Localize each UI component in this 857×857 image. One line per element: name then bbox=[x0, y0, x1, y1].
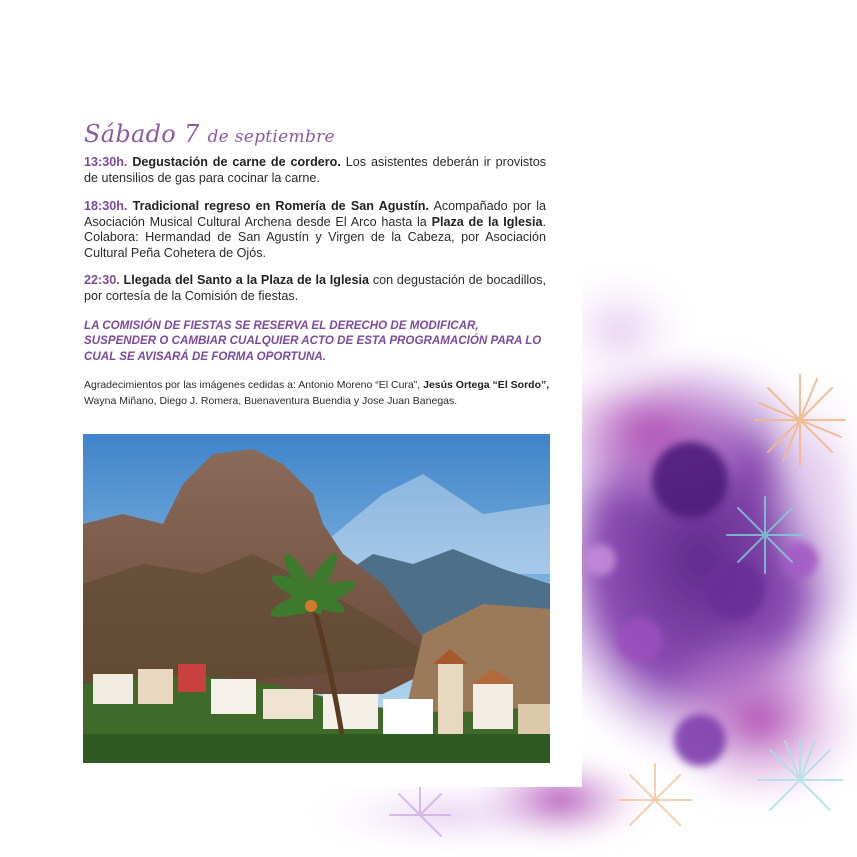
village-photo bbox=[83, 434, 550, 763]
event-time: 18:30h. bbox=[84, 199, 128, 213]
event-place-plaza: Plaza de la Iglesia bbox=[431, 214, 543, 229]
event-text: . Colabora: Hermandad de San Agustín y Virgen de la Cabeza, por Asociación Cultural Peña Cohetera de Ojós. bbox=[84, 214, 547, 260]
event-3 bbox=[84, 273, 546, 304]
page-title bbox=[84, 120, 335, 148]
event-text: hasta la bbox=[381, 214, 427, 229]
event-2 bbox=[84, 199, 546, 261]
event-place-arco: El Arco bbox=[335, 214, 377, 229]
event-title: Llegada del Santo a la Plaza de la Iglesia bbox=[123, 273, 369, 287]
title-day: Sábado 7 bbox=[84, 120, 200, 148]
event-text: Los asistentes deberán ir provistos de utensilios de gas para cocinar la carne. bbox=[84, 155, 547, 185]
event-time: 22:30. bbox=[84, 273, 120, 287]
credits bbox=[84, 378, 550, 409]
notice-text: LA COMISIÓN DE FIESTAS SE RESERVA EL DERECHO DE MODIFICAR, SUSPENDER O CAMBIAR CUALQUIER ACTO DE ESTA PROGRAMACIÓN PARA LO CUAL SE AVISARÁ DE FORMA OPORTUNA. bbox=[84, 319, 542, 363]
event-1 bbox=[84, 155, 546, 186]
credits-intro: Agradecimientos por las imágenes cedidas a: Antonio Moreno “El Cura”, bbox=[84, 379, 421, 391]
title-month: de septiembre bbox=[207, 127, 335, 147]
event-text: Acompañado por la Asociación Musical Cultural Archena desde bbox=[84, 199, 547, 229]
event-title: Tradicional regreso en Romería de San Agustín. bbox=[132, 199, 429, 213]
event-title: Degustación de carne de cordero. bbox=[132, 155, 341, 169]
credits-rest: Wayna Miñano, Diego J. Romera, Buenaventura Buendia y Jose Juan Banegas. bbox=[84, 394, 458, 407]
event-time: 13:30h. bbox=[84, 155, 128, 169]
event-text: con degustación de bocadillos, por cortesía de la Comisión de fiestas. bbox=[84, 273, 547, 303]
credits-bold: Jesús Ortega “El Sordo”, bbox=[423, 379, 550, 391]
